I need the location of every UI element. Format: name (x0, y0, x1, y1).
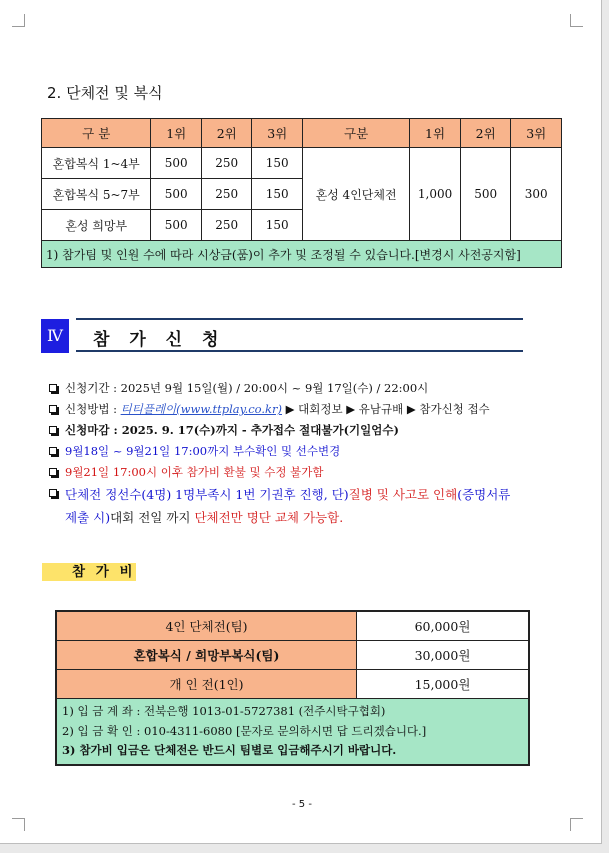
checkbox-bullet-icon (49, 405, 59, 415)
fee-label: 개 인 전(1인) (56, 670, 357, 699)
prize-value: 500 (460, 148, 511, 241)
divider (76, 350, 523, 352)
header-cell: 3위 (252, 119, 303, 148)
deadline-text: 신청마감 : 2025. 9. 17(수)까지 - 추가접수 절대불가(기일엄수) (65, 423, 399, 437)
header-cell: 1위 (151, 119, 202, 148)
prize-value: 300 (511, 148, 562, 241)
team-payment-note: 3) 참가비 입금은 단체전은 반드시 팀별로 입금해주시기 바랍니다. (62, 743, 397, 757)
prize-value: 150 (252, 148, 303, 179)
fee-value: 60,000원 (357, 611, 530, 641)
crop-mark (570, 14, 583, 27)
prize-value: 150 (252, 179, 303, 210)
table-row (56, 670, 529, 699)
header-cell: 3위 (511, 119, 562, 148)
table-row (42, 148, 562, 179)
prize-note: 1) 참가팀 및 인원 수에 따라 시상금(품)이 추가 및 조정될 수 있습니다.[변경시 사전공지함] (42, 241, 562, 268)
prize-value: 250 (201, 210, 252, 241)
section-4-title: 참 가 신 청 (93, 330, 226, 350)
header-cell: 2위 (460, 119, 511, 148)
list-item (49, 399, 579, 420)
team-rule-text: 질병 및 사고로 인해 (348, 487, 458, 502)
header-cell: 2위 (201, 119, 252, 148)
team-rule-text: 단체전만 명단 교체 가능함. (190, 510, 344, 525)
crop-mark (12, 818, 25, 831)
prize-value: 250 (201, 148, 252, 179)
fee-label: 4인 단체전(팀) (56, 611, 357, 641)
list-item (49, 441, 579, 462)
table-note-row (42, 241, 562, 268)
header-cell: 1위 (410, 119, 461, 148)
method-label: 신청방법 : (65, 402, 121, 416)
table-header-row (42, 119, 562, 148)
list-item (49, 420, 579, 441)
crop-mark (570, 818, 583, 831)
divider (76, 318, 523, 320)
prize-value: 500 (151, 148, 202, 179)
table-row (56, 641, 529, 670)
prize-value: 150 (252, 210, 303, 241)
row-label: 혼합복식 5~7부 (42, 179, 151, 210)
fee-title: 참 가 비 (42, 563, 136, 581)
prize-value: 500 (151, 210, 202, 241)
table-row (56, 611, 529, 641)
checkbox-bullet-icon (49, 384, 59, 394)
fee-table (55, 610, 530, 766)
crop-mark (12, 14, 25, 27)
header-cell: 구 분 (42, 119, 151, 148)
checkbox-bullet-icon (49, 426, 59, 436)
section-4-numeral: Ⅳ (41, 319, 69, 353)
norefund-text: 9월21일 17:00시 이후 참가비 환불 및 수정 불가함 (65, 465, 324, 479)
team-rule-text: 대회 전일 까지 (110, 510, 191, 525)
confirm-text: 9월18일 ~ 9월21일 17:00까지 부수확인 및 선수변경 (65, 444, 341, 458)
prize-table (41, 118, 562, 268)
list-item (49, 483, 579, 529)
prize-value: 1,000 (410, 148, 461, 241)
period-text: 신청기간 : 2025년 9월 15일(월) / 20:00시 ~ 9월 17일(수) / 22:00시 (65, 381, 429, 395)
row-label: 혼합복식 1~4부 (42, 148, 151, 179)
prize-value: 250 (201, 179, 252, 210)
account-note: 1) 입 금 계 좌 : 전북은행 1013-01-5727381 (전주시탁구협회) (62, 704, 386, 718)
section-2-title: 2. 단체전 및 복식 (47, 84, 163, 102)
fee-value: 30,000원 (357, 641, 530, 670)
checkbox-bullet-icon (49, 489, 59, 499)
team-rule-text: 단체전 정선수(4명) 1명부족시 1번 기권후 진행, 단) (65, 487, 349, 502)
table-note-row (56, 699, 529, 765)
prize-value: 500 (151, 179, 202, 210)
fee-label: 혼합복식 / 희망부복식(팀) (56, 641, 357, 670)
team-rule-text: (증명서류 (457, 487, 511, 502)
checkbox-bullet-icon (49, 468, 59, 478)
method-path: ▶ 대회정보 ▶ 유남규배 ▶ 참가신청 접수 (282, 402, 490, 416)
row-label: 혼성 4인단체전 (302, 148, 409, 241)
team-rule-text: 제출 시) (65, 510, 111, 525)
list-item (49, 378, 579, 399)
checkbox-bullet-icon (49, 447, 59, 457)
row-label: 혼성 희망부 (42, 210, 151, 241)
list-item (49, 462, 579, 483)
confirm-note: 2) 입 금 확 인 : 010-4311-6080 [문자로 문의하시면 답 드리겠습니다.] (62, 723, 427, 738)
ttplay-link[interactable]: 티티플레이(www.ttplay.co.kr) (120, 402, 283, 416)
fee-note (56, 699, 529, 765)
application-list (49, 378, 579, 529)
fee-value: 15,000원 (357, 670, 530, 699)
page-number: - 5 - (292, 799, 312, 810)
header-cell: 구분 (302, 119, 409, 148)
